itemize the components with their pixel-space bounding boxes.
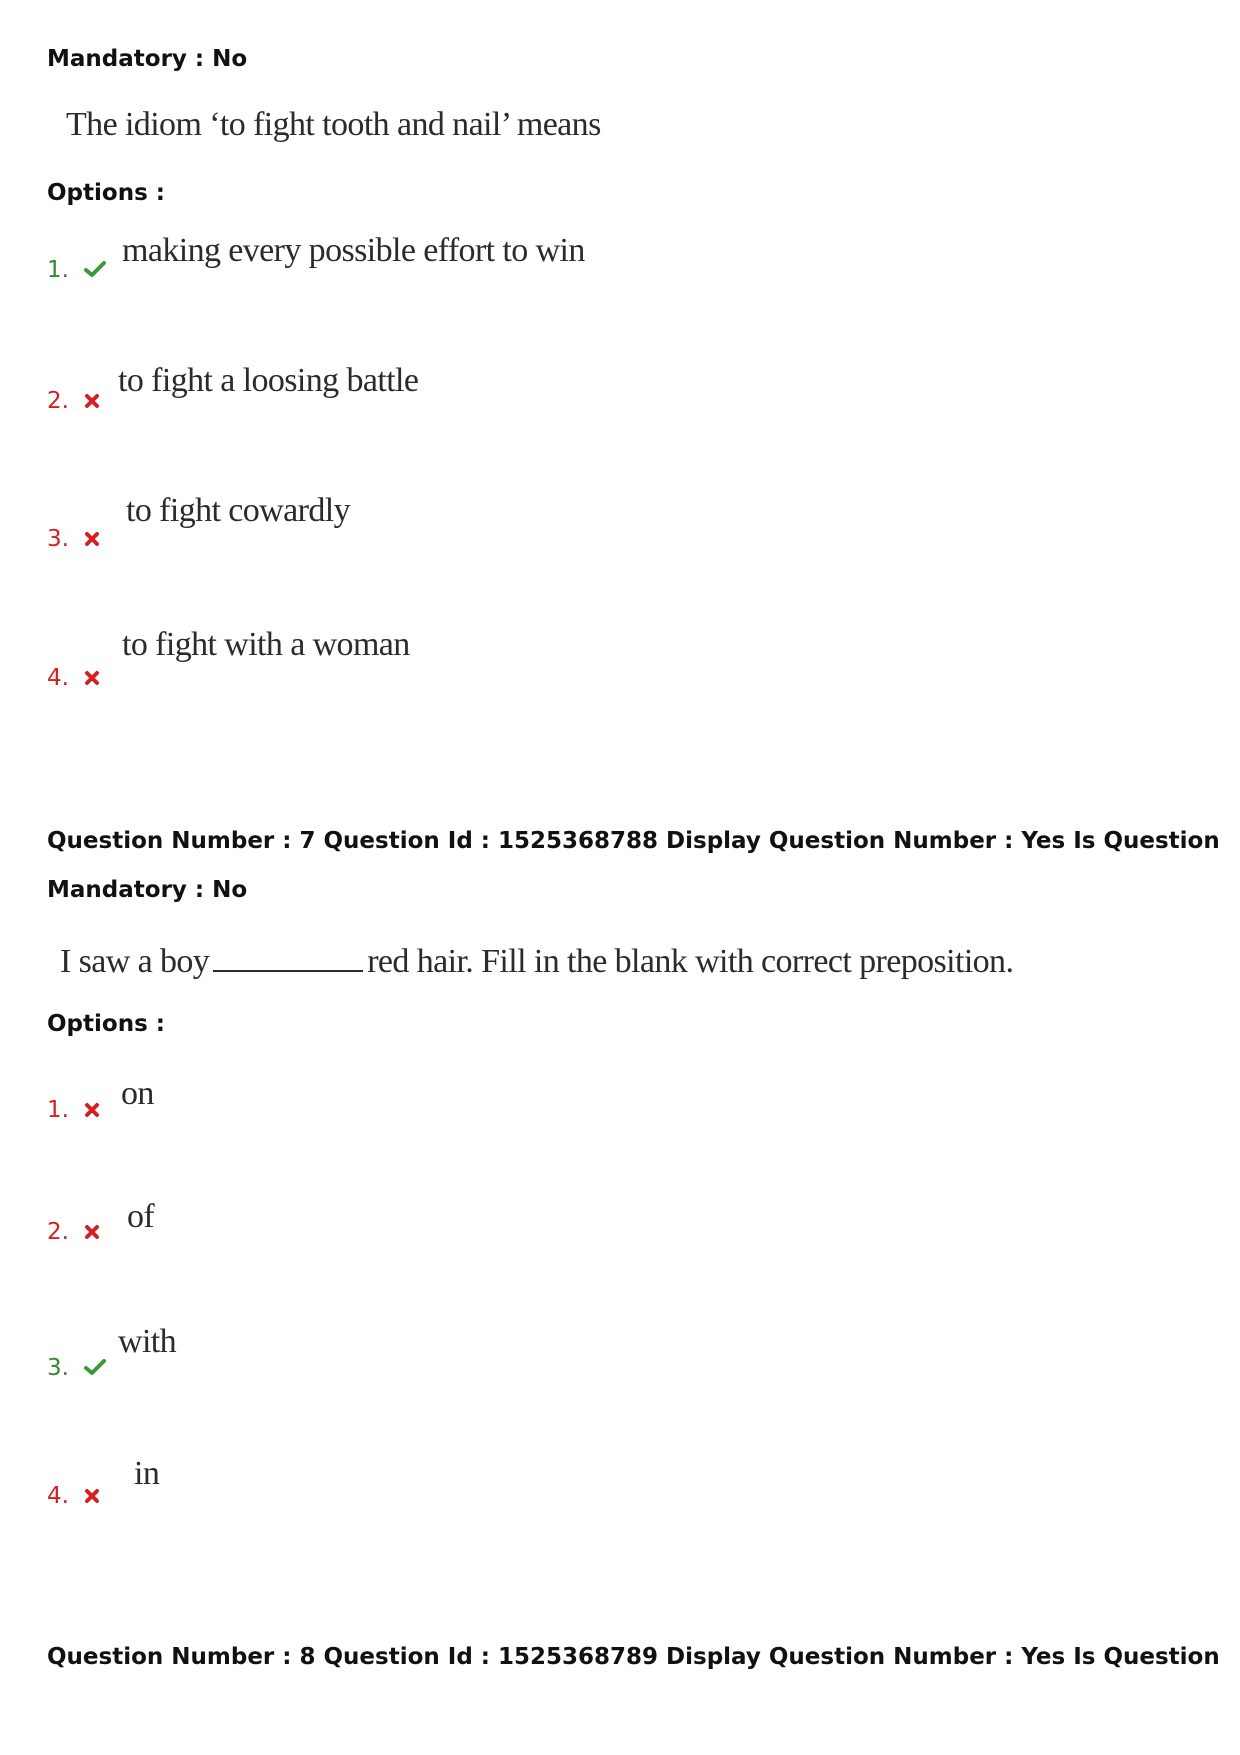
check-icon [84,1356,106,1382]
option-number: 4. [47,1483,69,1509]
q7-option-2 [47,1219,100,1246]
q6-options-label: Options : [47,180,165,206]
q6-option-1-text: making every possible effort to win [122,232,585,269]
blank-line [213,940,363,972]
q6-question-text: The idiom ‘to fight tooth and nail’ means [66,106,601,143]
q6-option-4 [47,665,100,692]
option-number: 1. [47,257,69,283]
q7-options-label: Options : [47,1011,165,1037]
option-number: 3. [47,526,69,552]
q6-option-1 [47,257,106,284]
cross-icon [84,1098,100,1124]
option-number: 2. [47,388,69,414]
check-icon [84,258,106,284]
q7-option-4 [47,1483,100,1510]
cross-icon [84,527,100,553]
option-number: 4. [47,665,69,691]
q6-option-2 [47,388,100,415]
cross-icon [84,389,100,415]
q6-option-3 [47,526,100,553]
q6-mandatory-label: Mandatory : No [47,46,248,72]
q7-question-text-before: I saw a boy [60,943,210,980]
q7-option-1-text: on [121,1075,154,1112]
q6-option-3-text: to fight cowardly [126,492,350,529]
q8-header: Question Number : 8 Question Id : 1525368789 Display Question Number : Yes Is Question [47,1644,1220,1670]
q7-option-1 [47,1097,100,1124]
q7-question-text-after: red hair. Fill in the blank with correct preposition. [367,943,1014,980]
option-number: 1. [47,1097,69,1123]
cross-icon [84,1484,100,1510]
cross-icon [84,1220,100,1246]
q7-option-3 [47,1355,106,1382]
q7-option-2-text: of [127,1198,155,1235]
q7-option-4-text: in [134,1455,160,1492]
q6-option-4-text: to fight with a woman [122,626,410,663]
option-number: 2. [47,1219,69,1245]
cross-icon [84,666,100,692]
q7-mandatory-label: Mandatory : No [47,877,248,903]
q7-option-3-text: with [118,1323,177,1360]
q7-question-text [60,940,1013,981]
q7-header: Question Number : 7 Question Id : 1525368788 Display Question Number : Yes Is Question [47,828,1220,854]
option-number: 3. [47,1355,69,1381]
q6-option-2-text: to fight a loosing battle [118,362,419,399]
